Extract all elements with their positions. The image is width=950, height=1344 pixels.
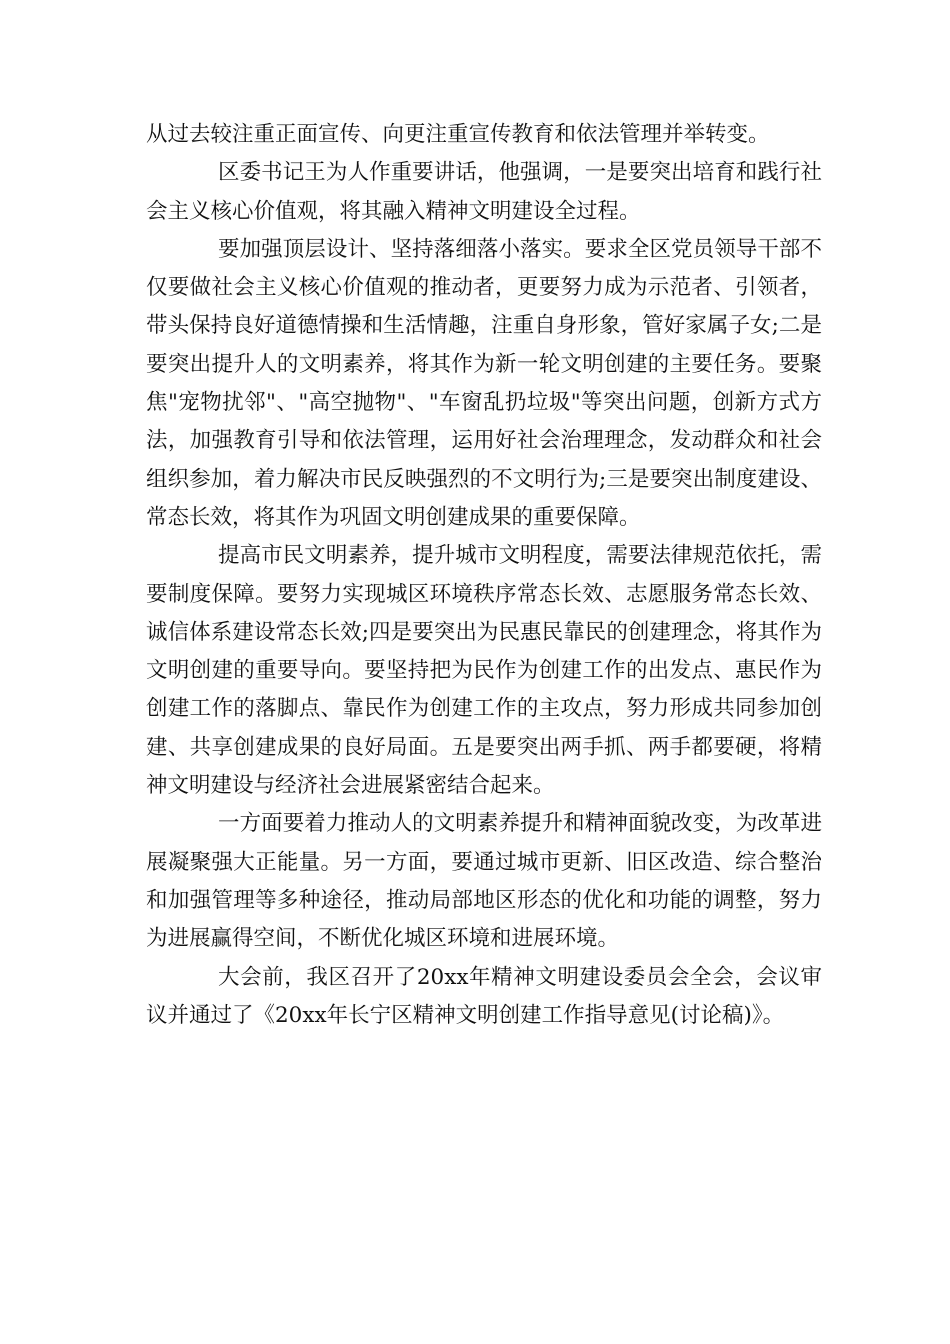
paragraph-5: 一方面要着力推动人的文明素养提升和精神面貌改变，为改革进展凝聚强大正能量。另一方面，要通过城市更新、旧区改造、综合整治和加强管理等多种途径，推动局部地区形态的优化和功能的调整，努力为进展赢得空间，不断优化城区环境和进展环境。	[146, 811, 822, 952]
paragraph-2: 区委书记王为人作重要讲话，他强调，一是要突出培育和践行社会主义核心价值观，将其融入精神文明建设全过程。	[146, 160, 822, 224]
paragraph-4: 提高市民文明素养，提升城市文明程度，需要法律规范依托，需要制度保障。要努力实现城区环境秩序常态长效、志愿服务常态长效、诚信体系建设常态长效;四是要突出为民惠民靠民的创建理念，将其作为文明创建的重要导向。要坚持把为民作为创建工作的出发点、惠民作为创建工作的落脚点、靠民作为创建工作的主攻点，努力形成共同参加创建、共享创建成果的良好局面。五是要突出两手抓、两手都要硬，将精神文明建设与经济社会进展紧密结合起来。	[146, 543, 822, 799]
paragraph-1: 从过去较注重正面宣传、向更注重宣传教育和依法管理并举转变。	[146, 122, 770, 147]
document-body	[146, 116, 822, 1035]
paragraph-6: 大会前，我区召开了20xx年精神文明建设委员会全会，会议审议并通过了《20xx年长宁区精神文明创建工作指导意见(讨论稿)》。	[146, 964, 822, 1028]
paragraph-3: 要加强顶层设计、坚持落细落小落实。要求全区党员领导干部不仅要做社会主义核心价值观的推动者，更要努力成为示范者、引领者，带头保持良好道德情操和生活情趣，注重自身形象，管好家属子女;二是要突出提升人的文明素养，将其作为新一轮文明创建的主要任务。要聚焦"宠物扰邻"、"高空抛物"、"车窗乱扔垃圾"等突出问题，创新方式方法，加强教育引导和依法管理，运用好社会治理理念，发动群众和社会组织参加，着力解决市民反映强烈的不文明行为;三是要突出制度建设、常态长效，将其作为巩固文明创建成果的重要保障。	[146, 236, 822, 530]
